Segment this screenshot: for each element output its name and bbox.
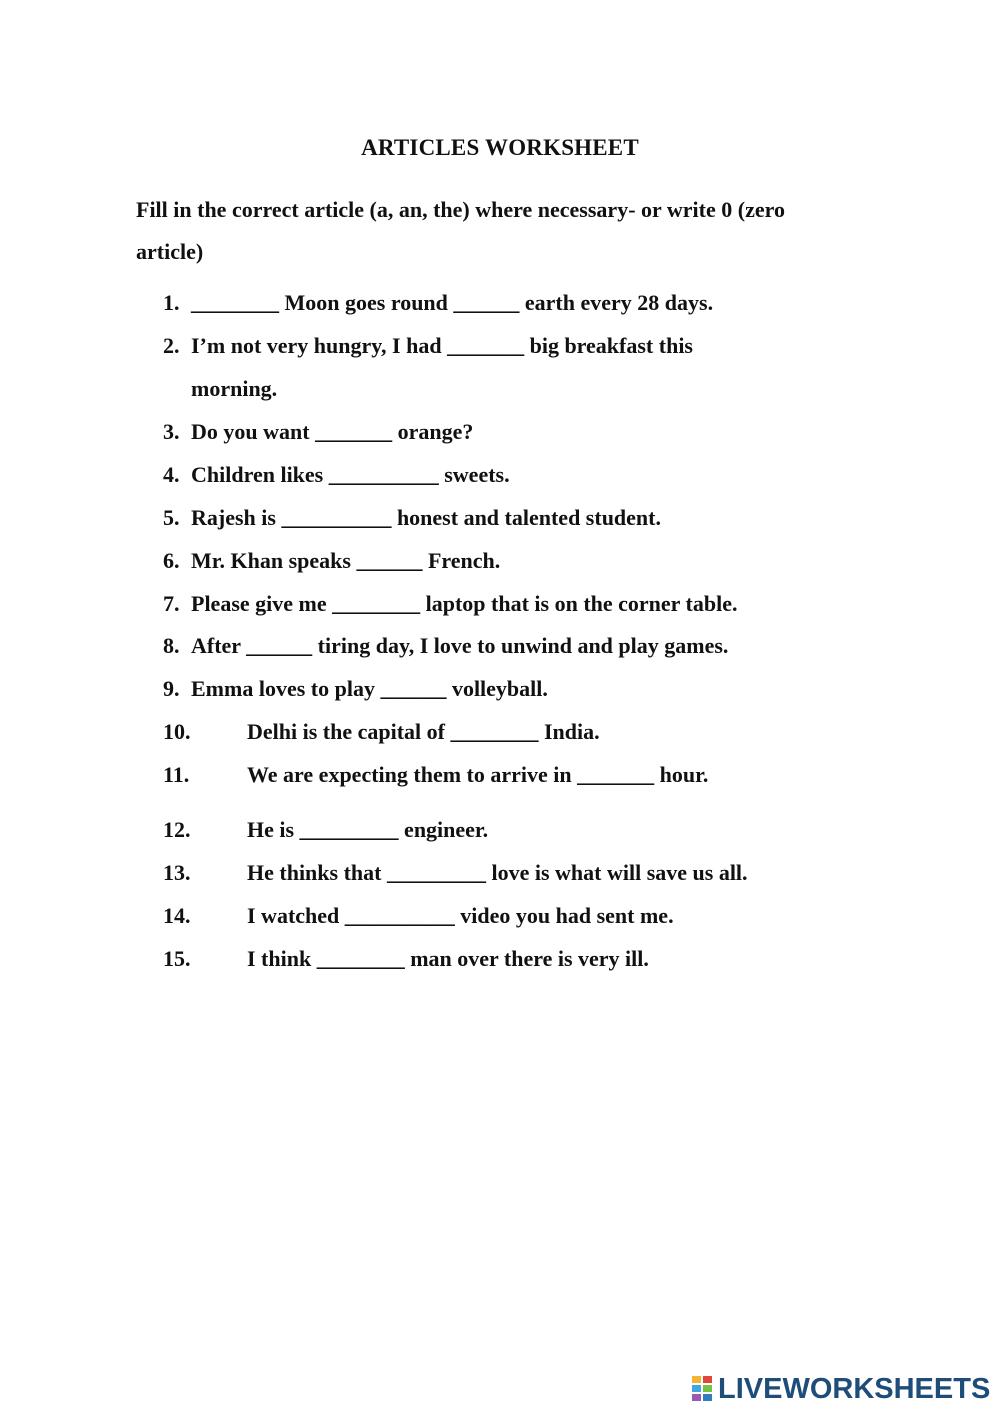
question-number: 6. [163,548,180,573]
liveworksheets-logo-icon [692,1374,714,1404]
question-number: 3. [163,419,180,444]
question-text: After ______ tiring day, I love to unwind and play games. [191,633,729,658]
question-number: 13. [163,860,191,885]
question-text: ________ Moon goes round ______ earth every 28 days. [191,290,714,315]
question-number: 7. [163,591,180,616]
question-text: He thinks that _________ love is what will save us all. [247,860,748,885]
question-number: 9. [163,676,180,701]
question-number: 14. [163,903,191,928]
question-number: 5. [163,505,180,530]
question-number: 11. [163,762,190,787]
question-text: Delhi is the capital of ________ India. [247,719,600,744]
worksheet-title: ARTICLES WORKSHEET [361,135,639,160]
question-number: 1. [163,290,180,315]
question-number: 12. [163,817,191,842]
question-text: Emma loves to play ______ volleyball. [191,676,548,701]
question-text: He is _________ engineer. [247,817,489,842]
question-text: I’m not very hungry, I had _______ big breakfast this [191,333,693,358]
question-number: 4. [163,462,180,487]
question-number: 8. [163,633,180,658]
question-text: I think ________ man over there is very ill. [247,946,649,971]
liveworksheets-brand: LIVEWORKSHEETS [718,1372,991,1405]
question-text: Please give me ________ laptop that is on the corner table. [191,591,738,616]
question-text: Do you want _______ orange? [191,419,474,444]
liveworksheets-logo[interactable] [692,1372,990,1406]
question-text: Children likes __________ sweets. [191,462,510,487]
question-number: 2. [163,333,180,358]
instructions: Fill in the correct article (a, an, the) where necessary- or write 0 (zero article) [136,197,785,264]
question-text: I watched __________ video you had sent me. [247,903,674,928]
question-text: We are expecting them to arrive in _______ hour. [247,762,709,787]
question-text-continued: morning. [191,376,278,401]
question-number: 15. [163,946,191,971]
question-text: Mr. Khan speaks ______ French. [191,548,501,573]
question-text: Rajesh is __________ honest and talented student. [191,505,661,530]
question-number: 10. [163,719,191,744]
